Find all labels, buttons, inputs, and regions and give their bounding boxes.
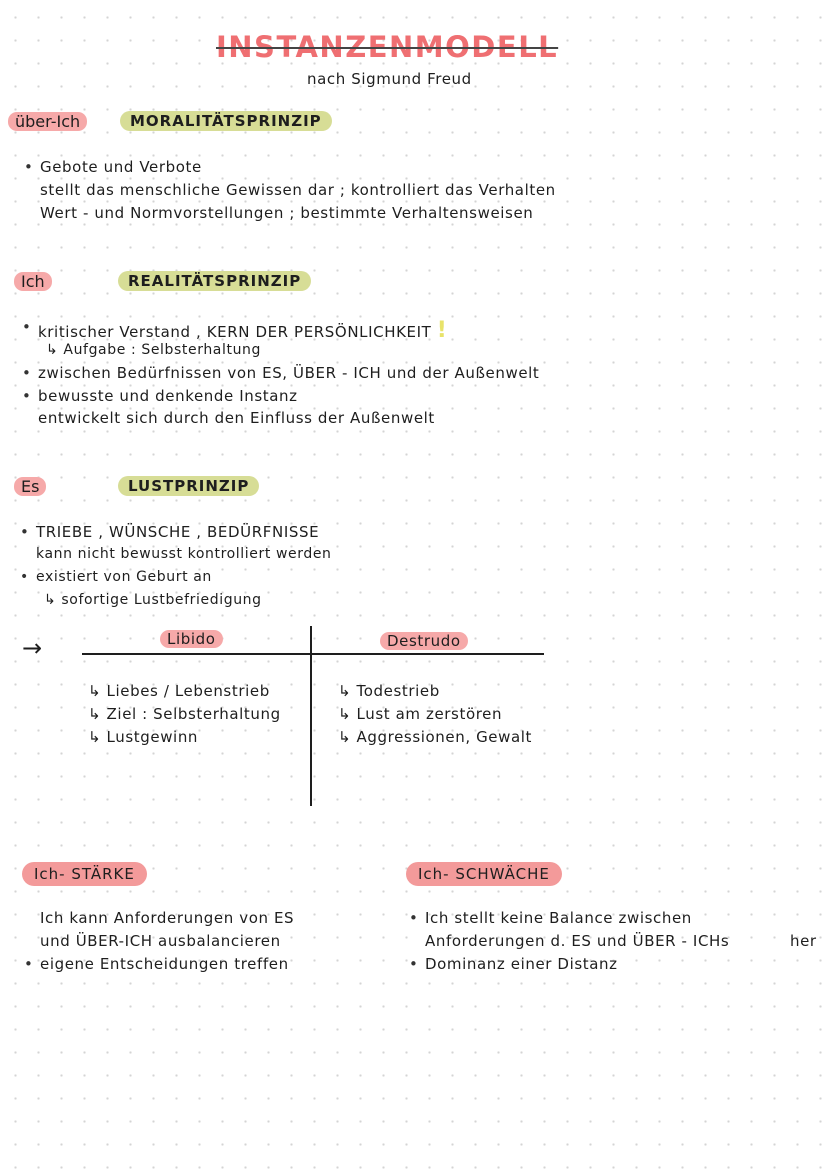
es-sub-1: ↳ sofortige Lustbefriedigung bbox=[44, 592, 262, 608]
schwaeche-line-1: • Ich stellt keine Balance zwischen bbox=[425, 909, 692, 927]
destrudo-item-3: ↳ Aggressionen, Gewalt bbox=[338, 728, 532, 746]
ueber-ich-line-1: • Gebote und Verbote bbox=[40, 158, 202, 176]
ueber-ich-line-3: Wert - und Normvorstellungen ; bestimmte Verhaltensweisen bbox=[40, 204, 534, 222]
libido-header: Libido bbox=[160, 630, 223, 648]
destrudo-header: Destrudo bbox=[380, 632, 468, 650]
page-title: INSTANZENMODELL bbox=[216, 30, 559, 64]
schwaeche-line-3: • Dominanz einer Distanz bbox=[425, 955, 618, 973]
arrow-right-icon: → bbox=[22, 634, 43, 662]
page-subtitle: nach Sigmund Freud bbox=[307, 70, 472, 88]
ich-schwaeche-label: Ich- SCHWÄCHE bbox=[406, 862, 562, 886]
ich-sub-1: ↳ Aufgabe : Selbsterhaltung bbox=[46, 342, 261, 358]
es-label: Es bbox=[14, 477, 46, 496]
destrudo-item-1: ↳ Todestrieb bbox=[338, 682, 440, 700]
table-vertical-divider bbox=[310, 626, 312, 806]
ich-staerke-label: Ich- STÄRKE bbox=[22, 862, 147, 886]
staerke-line-1: Ich kann Anforderungen von ES bbox=[40, 909, 295, 927]
ich-label: Ich bbox=[14, 272, 52, 291]
es-line-3: • existiert von Geburt an bbox=[36, 569, 212, 585]
ich-line-2: • zwischen Bedürfnissen von ES, ÜBER - ICH und der Außenwelt bbox=[38, 364, 539, 382]
staerke-line-3: • eigene Entscheidungen treffen bbox=[40, 955, 289, 973]
table-horizontal-divider bbox=[82, 653, 544, 655]
ueber-ich-label: über-Ich bbox=[8, 112, 87, 131]
ueber-ich-line-2: stellt das menschliche Gewissen dar ; kontrolliert das Verhalten bbox=[40, 181, 556, 199]
libido-item-1: ↳ Liebes / Lebenstrieb bbox=[88, 682, 270, 700]
ich-line-4: entwickelt sich durch den Einfluss der Außenwelt bbox=[38, 409, 435, 427]
exclamation-icon: ! bbox=[436, 318, 448, 343]
es-line-1: • TRIEBE , WÜNSCHE , BEDÜRFNISSE bbox=[36, 523, 319, 541]
libido-item-3: ↳ Lustgewinn bbox=[88, 728, 198, 746]
destrudo-item-2: ↳ Lust am zerstören bbox=[338, 705, 502, 723]
libido-item-2: ↳ Ziel : Selbsterhaltung bbox=[88, 705, 281, 723]
es-line-2: kann nicht bewusst kontrolliert werden bbox=[36, 546, 332, 562]
ich-line-3: • bewusste und denkende Instanz bbox=[38, 387, 298, 405]
lustprinzip-label: LUSTPRINZIP bbox=[118, 476, 259, 496]
ich-line-1: • kritischer Verstand , KERN DER PERSÖNLICHKEIT ! bbox=[38, 318, 447, 343]
schwaeche-overflow-word: her bbox=[790, 932, 817, 950]
moralitaetsprinzip-label: MORALITÄTSPRINZIP bbox=[120, 111, 332, 131]
schwaeche-line-2: Anforderungen d. ES und ÜBER - ICHs bbox=[425, 932, 730, 950]
realitaetsprinzip-label: REALITÄTSPRINZIP bbox=[118, 271, 311, 291]
staerke-line-2: und ÜBER-ICH ausbalancieren bbox=[40, 932, 281, 950]
